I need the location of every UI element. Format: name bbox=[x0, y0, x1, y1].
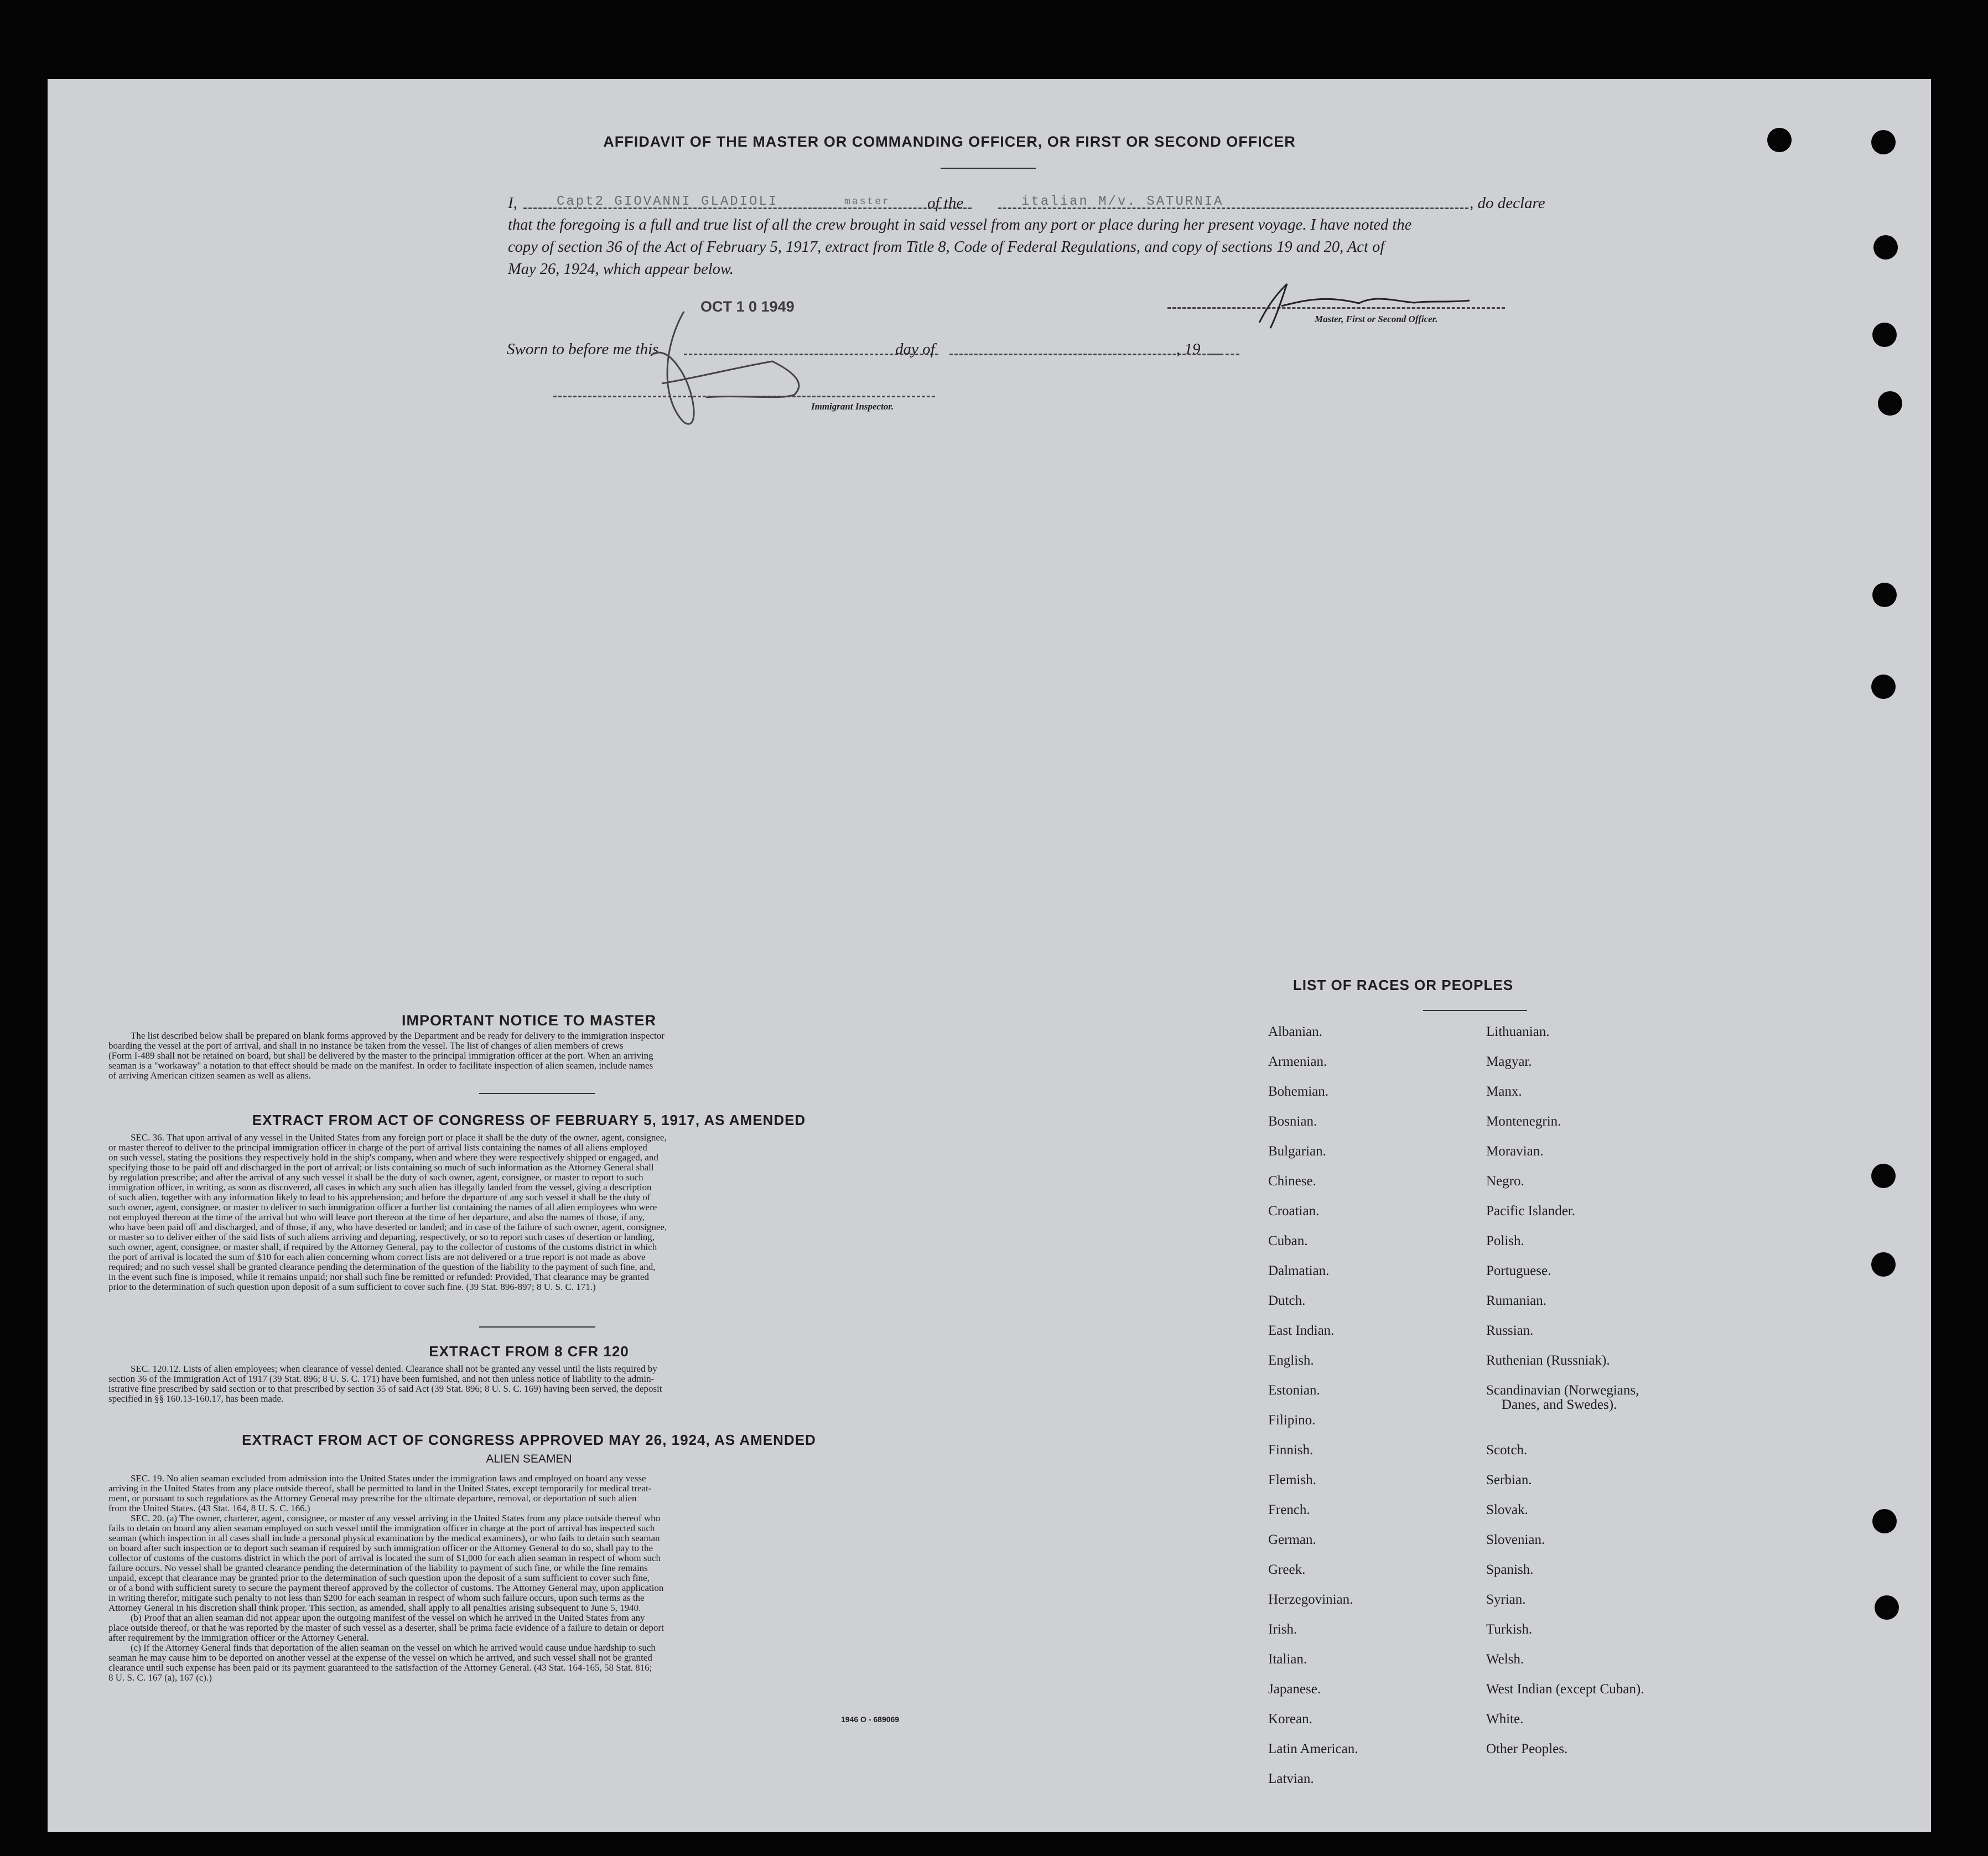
extract-1924-line: failure occurs. No vessel shall be granted clearance pending the determination of the liability to payment of such fine, or while the fine remains bbox=[108, 1563, 648, 1573]
punch-hole bbox=[1871, 1164, 1896, 1188]
extract-1917-text bbox=[108, 1133, 949, 1292]
race-left: Finnish. bbox=[1268, 1443, 1314, 1458]
race-left: Greek. bbox=[1268, 1562, 1306, 1577]
affidavit-body-line1: that the foregoing is a full and true list of all the crew brought in said vessel from any port or place during her present voyage. I have noted the bbox=[508, 216, 1412, 234]
extract-1924-line: or of a bond with sufficient surety to secure the payment thereof approved by the collector of customs. The Attorney General may, upon application bbox=[108, 1583, 664, 1593]
punch-hole bbox=[1872, 583, 1897, 607]
race-right: Danes, and Swedes). bbox=[1502, 1397, 1617, 1412]
year-line bbox=[1210, 354, 1239, 355]
race-right: West Indian (except Cuban). bbox=[1486, 1682, 1644, 1697]
race-right: Scotch. bbox=[1486, 1443, 1528, 1458]
master-word: master bbox=[844, 196, 890, 208]
extract-1924-line: on board after such inspection or to deport such seaman if required by such immigration officer or the Attorney General to do so, shall pay to the bbox=[108, 1543, 653, 1553]
extract-1924-text bbox=[108, 1474, 949, 1683]
notice-line: seaman is a "workaway" a notation to that effect should be made on the manifest. In order to facilitate inspection of alien seamen, include names bbox=[108, 1060, 653, 1071]
race-right: Syrian. bbox=[1486, 1592, 1526, 1607]
notice-line: of arriving American citizen seamen as well as aliens. bbox=[108, 1070, 311, 1081]
race-left: East Indian. bbox=[1268, 1323, 1335, 1338]
print-code: 1946 O - 689069 bbox=[841, 1715, 900, 1724]
extract-1917-line: such owner, agent, consignee, or master shall, if required by the Attorney General, pay to the collector of customs of the customs district in which bbox=[108, 1242, 657, 1252]
of-the-label: of the bbox=[927, 194, 964, 212]
race-left: Korean. bbox=[1268, 1712, 1312, 1727]
race-left: Latvian. bbox=[1268, 1771, 1314, 1786]
punch-hole bbox=[1767, 128, 1792, 152]
race-right: Russian. bbox=[1486, 1323, 1534, 1338]
race-right: Welsh. bbox=[1486, 1652, 1524, 1667]
extract-1924-subtitle: ALIEN SEAMEN bbox=[486, 1453, 572, 1465]
extract-1924-line: SEC. 19. No alien seaman excluded from admission into the United States under the immigration laws and employed on board any vesse bbox=[131, 1473, 646, 1484]
race-right: Serbian. bbox=[1486, 1473, 1532, 1487]
document-page bbox=[48, 79, 1931, 1832]
extract-1917-line: or master thereof to deliver to the principal immigration officer in charge of the port of arrival lists containing the names of all aliens employed bbox=[108, 1142, 647, 1153]
extract-1917-line: the port of arrival is located the sum of $10 for each alien concerning whom correct lists are not delivered or a true report is not made as above bbox=[108, 1252, 646, 1262]
notice-text bbox=[108, 1031, 949, 1081]
extract-1924-line: arriving in the United States from any place outside thereof, shall be permitted to land in the United States, except temporarily for medical treat- bbox=[108, 1483, 652, 1494]
extract-1924-line: seaman he may cause him to be deported on another vessel at the expense of the vessel on which he arrived, and such vessel shall not be granted bbox=[108, 1652, 652, 1663]
race-left: Japanese. bbox=[1268, 1682, 1321, 1697]
master-signature bbox=[1248, 278, 1481, 334]
extract-cfr-line: specified in §§ 160.13-160.17, has been made. bbox=[108, 1393, 284, 1404]
extract-1924-line: from the United States. (43 Stat. 164, 8 U. S. C. 166.) bbox=[108, 1503, 310, 1513]
punch-hole bbox=[1872, 1509, 1897, 1533]
extract-1924-line: seaman (which inspection in all cases shall include a personal physical examination by the medical examiners), or who fails to detain such seaman bbox=[108, 1533, 660, 1543]
extract-1917-line: by regulation prescribe; and after the arrival of any such vessel it shall be the duty of such owner, agent, consignee, or master to report to such bbox=[108, 1172, 643, 1183]
i-label: I, bbox=[508, 194, 517, 212]
race-right: Rumanian. bbox=[1486, 1293, 1547, 1308]
extract-1924-line: ment, or pursuant to such regulations as the Attorney General may prescribe for the ultimate departure, removal, or deportation of such alien bbox=[108, 1493, 637, 1504]
races-title: LIST OF RACES OR PEOPLES bbox=[1293, 977, 1514, 993]
race-right: White. bbox=[1486, 1712, 1524, 1727]
sworn-label: Sworn to before me this bbox=[507, 340, 659, 358]
extract-cfr-title: EXTRACT FROM 8 CFR 120 bbox=[429, 1343, 629, 1360]
extract-1917-line: immigration officer, in writing, as soon as discovered, all cases in which any such alien has illegally landed from the vessel, giving a description bbox=[108, 1182, 652, 1193]
inspector-signature bbox=[629, 300, 861, 444]
notice-line: The list described below shall be prepared on blank forms approved by the Department and be ready for delivery to the immigration inspector bbox=[131, 1030, 665, 1041]
race-right: Lithuanian. bbox=[1486, 1024, 1550, 1039]
extract-1924-line: unpaid, except that clearance may be granted prior to the determination of such question upon the deposit of a sum sufficient to cover such fine, bbox=[108, 1573, 650, 1583]
punch-hole bbox=[1871, 1252, 1896, 1277]
race-left: Filipino. bbox=[1268, 1413, 1316, 1428]
affidavit-body-line3: May 26, 1924, which appear below. bbox=[508, 261, 734, 278]
race-left: Dutch. bbox=[1268, 1293, 1306, 1308]
date-stamp: OCT 1 0 1949 bbox=[700, 298, 795, 315]
punch-hole bbox=[1875, 1595, 1899, 1620]
extract-cfr-line: section 36 of the Immigration Act of 1917 (39 Stat. 896; 8 U. S. C. 171) have been furnished, and not then unless notice of liability to the admin- bbox=[108, 1373, 655, 1384]
extract-1917-line: who have been paid off and discharged, and of those, if any, who have deserted or landed; and in case of the failure of such owner, agent, consignee, bbox=[108, 1222, 667, 1232]
inspector-caption: Immigrant Inspector. bbox=[811, 401, 894, 412]
race-left: English. bbox=[1268, 1353, 1314, 1368]
race-right: Ruthenian (Russniak). bbox=[1486, 1353, 1610, 1368]
punch-hole bbox=[1878, 391, 1902, 416]
race-left: German. bbox=[1268, 1532, 1316, 1547]
extract-1924-line: after requirement by the immigration officer or the Attorney General. bbox=[108, 1632, 369, 1643]
race-right: Montenegrin. bbox=[1486, 1114, 1561, 1129]
race-right: Slovak. bbox=[1486, 1502, 1528, 1517]
race-right: Manx. bbox=[1486, 1084, 1522, 1099]
punch-hole bbox=[1871, 130, 1896, 154]
affidavit-body-line2: copy of section 36 of the Act of February 5, 1917, extract from Title 8, Code of Federal Regulations, and copy of sections 19 and 20, Act of bbox=[508, 239, 1385, 256]
race-left: Estonian. bbox=[1268, 1383, 1320, 1398]
extract-1924-line: 8 U. S. C. 167 (a), 167 (c).) bbox=[108, 1672, 212, 1683]
race-left: Italian. bbox=[1268, 1652, 1307, 1667]
master-caption: Master, First or Second Officer. bbox=[1315, 314, 1438, 324]
race-left: Irish. bbox=[1268, 1622, 1297, 1637]
race-left: Croatian. bbox=[1268, 1204, 1320, 1219]
extract-1924-line: clearance until such expense has been paid or its payment guaranteed to the satisfaction of the Attorney General. (43 Stat. 164-165, 58 Stat. 816; bbox=[108, 1662, 652, 1673]
extract-1917-line: on such vessel, stating the positions they respectively hold in the ship's company, when and where they were respectively shipped or engaged, and bbox=[108, 1152, 658, 1163]
extract-1924-line: collector of customs of the customs district in which the port of arrival is located the sum of $1,000 for each alien seaman in respect of whom such bbox=[108, 1553, 661, 1563]
punch-hole bbox=[1872, 323, 1897, 347]
extract-cfr-line: SEC. 120.12. Lists of alien employees; when clearance of vessel denied. Clearance shall not be granted any vessel until the lists required by bbox=[131, 1364, 657, 1374]
race-left: Bosnian. bbox=[1268, 1114, 1317, 1129]
race-right: Pacific Islander. bbox=[1486, 1204, 1576, 1219]
extract-1924-title: EXTRACT FROM ACT OF CONGRESS APPROVED MAY 26, 1924, AS AMENDED bbox=[242, 1432, 816, 1448]
race-left: Bulgarian. bbox=[1268, 1144, 1326, 1159]
extract-1917-title: EXTRACT FROM ACT OF CONGRESS OF FEBRUARY 5, 1917, AS AMENDED bbox=[252, 1112, 806, 1128]
section-rule bbox=[479, 1093, 595, 1094]
affidavit-title: AFFIDAVIT OF THE MASTER OR COMMANDING OFFICER, OR FIRST OR SECOND OFFICER bbox=[603, 133, 1296, 150]
extract-1924-line: (b) Proof that an alien seaman did not appear upon the outgoing manifest of the vessel on which he arrived in the United States from any bbox=[131, 1613, 645, 1623]
extract-1924-line: fails to detain on board any alien seaman employed on such vessel until the immigration officer in charge at the port of arrival has inspected such bbox=[108, 1523, 655, 1533]
punch-hole bbox=[1873, 235, 1898, 260]
race-right: Scandinavian (Norwegians, bbox=[1486, 1383, 1639, 1398]
race-right: Moravian. bbox=[1486, 1144, 1544, 1159]
extract-cfr-line: istrative fine prescribed by said section or to that prescribed by section 35 of said Act (39 Stat. 896; 8 U. S. C. 169) having been served, the deposit bbox=[108, 1383, 662, 1394]
extract-1917-line: SEC. 36. That upon arrival of any vessel in the United States from any foreign port or place it shall be the duty of the owner, agent, consignee, bbox=[131, 1132, 667, 1143]
year-label: , 19 bbox=[1176, 340, 1201, 358]
race-right: Magyar. bbox=[1486, 1054, 1532, 1069]
extract-1924-line: SEC. 20. (a) The owner, charterer, agent, consignee, or master of any vessel arriving in the United States from any place outside thereof who bbox=[131, 1513, 661, 1523]
do-declare-label: , do declare bbox=[1470, 194, 1545, 212]
punch-hole bbox=[1871, 675, 1896, 699]
race-left: Herzegovinian. bbox=[1268, 1592, 1353, 1607]
extract-1917-line: in the event such fine is imposed, while it remains unpaid; nor shall such fine be remitted or refunded: Provided, That clearance may be granted bbox=[108, 1272, 649, 1282]
notice-line: boarding the vessel at the port of arrival, and shall in no instance be taken from the vessel. The list of changes of alien members of crews bbox=[108, 1040, 624, 1051]
race-left: French. bbox=[1268, 1502, 1310, 1517]
extract-1917-line: or master so to deliver either of the said lists of such aliens arriving and departing, respectively, or so to report such cases of desertion or landing, bbox=[108, 1232, 655, 1242]
extract-1924-line: place outside thereof, or that he was reported by the master of such vessel as a deserter, shall be prima facie evidence of a failure to detain or deport bbox=[108, 1622, 664, 1633]
race-right: Spanish. bbox=[1486, 1562, 1534, 1577]
extract-1917-line: required; and no such vessel shall be granted clearance pending the determination of the question of the liability to the payment of such fine, and, bbox=[108, 1262, 656, 1272]
extract-1917-line: such owner, agent, consignee, or master to deliver to such immigration officer a further list containing the names of all alien employees who were bbox=[108, 1202, 657, 1212]
extract-1917-line: not employed thereon at the time of the arrival but who will leave port thereon at the time of her departure, and also the names of those, if any, bbox=[108, 1212, 645, 1222]
race-left: Cuban. bbox=[1268, 1233, 1308, 1248]
extract-1917-line: prior to the determination of such question upon deposit of a sum sufficient to cover such fine. (39 Stat. 896-897; 8 U. S. C. 171.) bbox=[108, 1282, 596, 1292]
race-right: Portuguese. bbox=[1486, 1263, 1551, 1278]
extract-1924-line: (c) If the Attorney General finds that deportation of the alien seaman on the vessel on which he arrived would cause undue hardship to such bbox=[131, 1642, 656, 1653]
race-left: Armenian. bbox=[1268, 1054, 1327, 1069]
title-rule bbox=[941, 168, 1036, 169]
notice-title: IMPORTANT NOTICE TO MASTER bbox=[402, 1012, 656, 1029]
race-left: Dalmatian. bbox=[1268, 1263, 1330, 1278]
notice-line: (Form I-489 shall not be retained on board, but shall be delivered by the master to the principal immigration officer at the port. When an arriving bbox=[108, 1050, 653, 1061]
race-right: Polish. bbox=[1486, 1233, 1524, 1248]
race-left: Latin American. bbox=[1268, 1741, 1358, 1756]
race-right: Slovenian. bbox=[1486, 1532, 1545, 1547]
race-right: Turkish. bbox=[1486, 1622, 1533, 1637]
race-left: Albanian. bbox=[1268, 1024, 1322, 1039]
extract-1917-line: of such alien, together with any information likely to lead to his apprehension; and before the departure of any such vessel it shall be the duty of bbox=[108, 1192, 651, 1202]
extract-1917-line: specifying those to be paid off and discharged in the port of arrival; or lists containing so much of such information as the Attorney General shall bbox=[108, 1162, 654, 1173]
extract-1924-line: in writing therefor, mitigate such penalty to not less than $200 for each seaman in respect of whom such failure occurs, upon such terms as the bbox=[108, 1593, 645, 1603]
master-name-field: Capt2 GIOVANNI GLADIOLI bbox=[557, 194, 778, 209]
race-left: Flemish. bbox=[1268, 1473, 1316, 1487]
vessel-field: italian M/v. SATURNIA bbox=[1021, 194, 1224, 209]
day-of-label: day of bbox=[895, 340, 935, 358]
section-rule bbox=[479, 1326, 595, 1328]
race-right: Negro. bbox=[1486, 1174, 1524, 1189]
race-left: Bohemian. bbox=[1268, 1084, 1329, 1099]
extract-1924-line: Attorney General in his discretion shall think proper. This section, as amended, shall apply to all penalties arising subsequent to June 5, 1940. bbox=[108, 1603, 641, 1613]
race-right: Other Peoples. bbox=[1486, 1741, 1568, 1756]
races-title-rule bbox=[1423, 1010, 1527, 1011]
race-left: Chinese. bbox=[1268, 1174, 1316, 1189]
extract-cfr-text bbox=[108, 1364, 949, 1404]
